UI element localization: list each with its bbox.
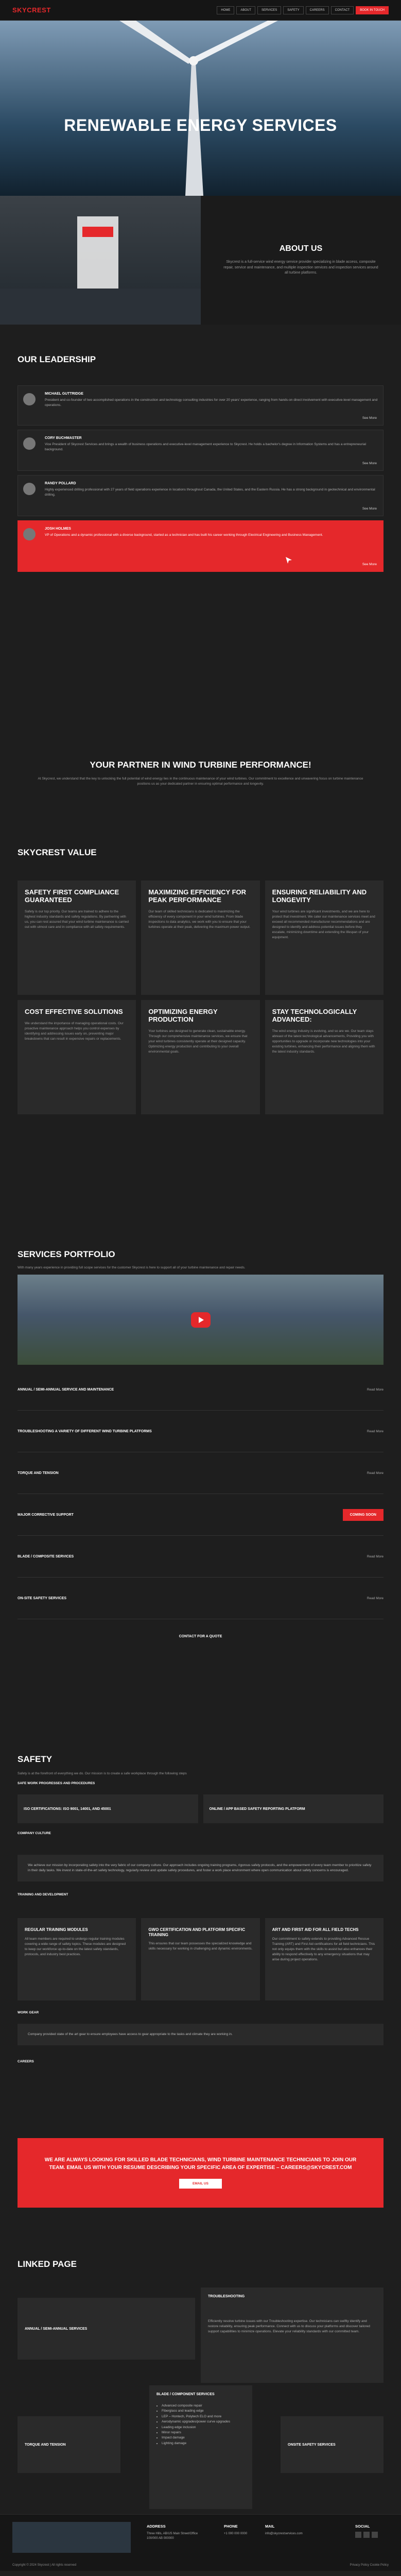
see-more-link[interactable]: See More [362,507,377,511]
linked-title: LINKED PAGE [18,2259,77,2269]
hero-banner [0,21,401,196]
value-card [265,880,383,995]
linked-card-title: ANNUAL / SEMI-ANNUAL SERVICES [25,2327,88,2331]
programs-label: SAFE WORK PROGRESSES AND PROCEDURES [18,1782,95,1785]
leader-name: CORY BUCHMASTER [45,436,82,440]
read-more-link[interactable]: Read More [367,1429,383,1433]
safety-title: SAFETY [18,1754,53,1764]
value-grid [0,880,401,1114]
read-more-link[interactable]: Read More [367,1554,383,1558]
training-card [141,1918,259,2001]
coming-soon-button[interactable]: COMING SOON [343,1509,383,1521]
gear-text: Company provided state of the art gear to ensure employees have access to gear appropriate to the tasks and climate they are working in. [18,2024,383,2045]
value-card [18,1000,136,1114]
list-item: • Aerodynamic upgrades/power curve upgrades [162,2419,230,2425]
read-more-link[interactable]: Read More [367,1471,383,1475]
training-card-title: ART AND FIRST AID FOR ALL FIELD TECHS [272,1927,359,1933]
safety-section [0,1754,401,2063]
services-section [0,1249,401,1638]
footer-value: Three Hills, AB/US Main Street/Office 100/000 AB 000000 [147,2532,198,2540]
value-card [141,880,259,995]
value-card-text: Your wind turbines are significant investments, and we are here to protect that investment. We cater our maintenance services meet and exceed all recommended manufacturer recommendations and are designed to identify and address potential issues before they escalate, minimizing downtime and extending the lifespan of your equipment. [272,909,375,940]
about-section [0,196,401,325]
about-text: Skycrest is a full-service wind energy service provider specializing in blade access, composite repair, service and maintenance, and multiple inspection services and inspection services around all turbine platforms. [223,260,378,275]
top-nav [0,0,401,21]
nav-item-services[interactable]: SERVICES [257,6,281,14]
nav-item-home[interactable]: HOME [217,6,234,14]
value-card-title: MAXIMIZING EFFICIENCY FOR PEAK PERFORMANCE [148,888,247,904]
service-row[interactable] [18,1578,383,1619]
footer-label: ADDRESS [147,2524,166,2529]
footer-label: PHONE [224,2524,238,2529]
leader-name: JOSH HOLMES [45,527,71,531]
services-intro: With many years experience in providing full scope services for the customer Skycrest is here to support all of your turbine maintenance and repair needs. [18,1266,246,1269]
value-card-text: Our team of skilled technicians is dedicated to maximizing the efficiency of every component in your wind turbines. From blade inspections to data analytics, we work with you to ensure that your turbines operate at their peak, delivering the maximum power output. [148,909,251,929]
value-card [265,1000,383,1114]
avatar [23,437,36,450]
facebook-icon[interactable] [355,2532,361,2538]
copyright: Copyright © 2024 Skycrest | All rights reserved [12,2564,77,2567]
culture-text: We achieve our mission by incorporating safety into the very fabric of our company culture. Our approach includes ongoing training programs, rigorous safety protocols, and the empowerment of every team member to prioritize safety in their daily tasks. We invest in state-of-the-art safety technology, regularly review and update safety procedures, and foster a work place environment where open communication about safety concerns is encouraged. [18,1855,383,1882]
leader-bio: VP of Operations and a dynamic professional with a diverse background, started as a technician and has built his career working through Electrical Engineering and Business Management. [45,533,323,537]
linked-section [0,2259,401,2269]
gear-label: WORK GEAR [18,2011,39,2015]
service-title: ANNUAL / SEMI-ANNUAL SERVICE AND MAINTENANCE [18,1387,114,1392]
partner-section [0,760,401,787]
footer [0,2514,401,2571]
hero-title: RENEWABLE ENERGY SERVICES [64,116,337,134]
about-text-block [201,196,401,325]
program-box: ISO CERTIFICATIONS: ISO 9001, 14001, AND 45001 [18,1794,198,1823]
footer-label: SOCIAL [355,2524,370,2529]
legal-links[interactable]: Privacy Policy Cookie Policy [350,2564,389,2567]
see-more-link[interactable]: See More [362,462,377,465]
value-card [18,880,136,995]
nav-item-contact[interactable]: CONTACT [331,6,354,14]
partner-title: YOUR PARTNER IN WIND TURBINE PERFORMANCE! [90,760,311,770]
leader-name: RANDY POLLARD [45,482,76,485]
value-card-text: We understand the importance of managing operational costs. Our proactive maintenance approach helps you control expenses by identifying and addressing issues early on, preventing major breakdowns that can result in expensive repairs or replacements. [25,1021,124,1041]
value-card-title: COST EFFECTIVE SOLUTIONS [25,1008,123,1015]
program-box: ONLINE / APP BASED SAFETY REPORTING PLATFORM [203,1794,384,1823]
footer-phone [224,2524,247,2536]
about-title: ABOUT US [279,244,323,253]
training-card-text: Our commitment to safety extends to providing Advanced Rescue Training (ART) and First Aid certifications for all field technicians. This not only equips them with the skills to assist but also enhances their ability to respond effectively to any emergency situations that may arise during project operations. [272,1937,375,1961]
value-title: SKYCREST VALUE [18,848,97,857]
linked-card-title: TORQUE AND TENSION [25,2443,66,2447]
list-item: • LEP – Hontech, Polytech ELO and more [162,2414,230,2419]
service-row[interactable] [18,1494,383,1536]
value-section [0,848,401,1114]
service-row[interactable] [18,1452,383,1494]
value-card-title: OPTIMIZING ENERGY PRODUCTION [148,1008,218,1023]
contact-quote-link[interactable]: CONTACT FOR A QUOTE [179,1635,222,1638]
footer-social [355,2524,378,2538]
linkedin-icon[interactable] [363,2532,370,2538]
value-card-text: Safety is our top priority. Our teams are trained to adhere to the highest industry standards and safety regulations. By partnering with us, you can rest assured that your wind turbine maintenance is carried out with utmost care and in compliance with all safety requirements. [25,909,129,929]
leadership-title: OUR LEADERSHIP [18,354,96,364]
service-row[interactable] [18,1411,383,1452]
list-item: • Advanced composite repair [162,2403,230,2409]
cursor-icon [286,557,293,564]
services-video[interactable] [18,1275,383,1365]
leader-bio: Vice President of Skycrest Services and brings a wealth of business operations and executive-level management experience to Skycrest. He holds a bachelor's degree in Information Systems and has a entrepreneurial background. [45,443,367,451]
training-label: TRAINING AND DEVELOPMENT [18,1893,68,1897]
careers-text: WE ARE ALWAYS LOOKING FOR SKILLED BLADE TECHNICIANS, WIND TURBINE MAINTENANCE TECHNICIANS TO JOIN OUR TEAM. EMAIL US WITH YOUR RESUME DESCRIBING YOUR SPECIFIC AREA OF EXPERTISE – CAREERS@SKYCREST.COM [44,2157,357,2171]
see-more-link[interactable]: See More [362,563,377,566]
nav-menu [217,6,389,14]
footer-value[interactable]: info@skycrestservices.com [265,2532,303,2535]
value-card-text: The wind energy industry is evolving, and so are we. Our team stays abreast of the latest technological advancements, Providing you with opportunities to upgrade or incorporate new technologies into your existing turbines, enhancing their performance and aligning them with the latest industry standards. [272,1029,375,1054]
value-card-title: ENSURING RELIABILITY AND LONGEVITY [272,888,367,904]
training-card-title: GWO CERTIFICATION AND PLATFORM SPECIFIC TRAINING [148,1927,246,1937]
service-title: BLADE / COMPOSITE SERVICES [18,1554,74,1558]
leader-bio: Highly experienced drilling professional with 27 years of field operations experience in locations throughout Canada, the United States, and the Eastern Russia. He has a strong background in geotechnical and environmental drilling. [45,488,375,497]
service-row[interactable] [18,1369,383,1411]
nav-cta-button[interactable]: BOOK IN TOUCH [356,6,389,14]
list-item: • Leading edge inclusion [162,2425,230,2430]
careers-banner-wrap [0,2138,401,2208]
culture-label: COMPANY CULTURE [18,1832,51,1835]
email-us-button[interactable]: EMAIL US [179,2179,222,2189]
about-photo [0,196,201,325]
list-item: • Lighting damage [162,2441,230,2446]
service-title: TROUBLESHOOTING A VARIETY OF DIFFERENT WIND TURBINE PLATFORMS [18,1429,152,1433]
footer-label: MAIL [265,2524,275,2529]
instagram-icon[interactable] [372,2532,378,2538]
training-card [265,1918,383,2001]
nav-item-safety[interactable]: SAFETY [283,6,303,14]
training-card-title: REGULAR TRAINING MODULES [25,1927,88,1933]
service-title: MAJOR CORRECTIVE SUPPORT [18,1513,74,1517]
linked-card-troubleshooting[interactable] [201,2287,383,2383]
wind-turbine-illustration [0,21,401,196]
nav-item-about[interactable]: ABOUT [236,6,255,14]
avatar [23,393,36,405]
value-card-title: SAFETY FIRST COMPLIANCE GUARANTEED [25,888,119,904]
footer-map[interactable] [12,2522,131,2553]
play-icon[interactable] [191,1312,211,1328]
leader-card [18,475,383,516]
linked-card-annual[interactable] [18,2298,195,2360]
leader-name: MICHAEL GUTTRIDGE [45,392,83,396]
footer-mail [265,2524,303,2536]
service-row[interactable] [18,1536,383,1578]
leader-card [18,430,383,471]
safety-intro: Safety is at the forefront of everything we do. Our mission is to create a safe workplace through the following steps [18,1772,187,1775]
avatar [23,528,36,540]
value-card-title: STAY TECHNOLOGICALLY ADVANCED: [272,1008,357,1023]
training-card-text: This ensures that our team possesses the specialized knowledge and skills necessary for working in challenging and dynamic environments. [148,1942,253,1951]
leader-bio: President and co-founder of two accomplished operations in the construction and technology consulting industries for over 20 years' experience, ranging from hands-on direct involvement with executive-level management and operations. [45,398,378,407]
careers-label: CAREERS [18,2060,34,2064]
careers-banner [18,2138,383,2208]
footer-value[interactable]: +1 000 000 0000 [224,2532,248,2535]
leader-card [18,385,383,426]
linked-card-onsite[interactable] [281,2416,383,2473]
leader-card-highlighted [18,520,383,572]
read-more-link[interactable]: Read More [367,1387,383,1392]
value-card-text: Your turbines are designed to generate clean, sustainable energy. Through our comprehensive maintenance services, we ensure that your wind turbines consistently operate at their designed capacity. Optimizing energy production and contributing to your overall environmental goals. [148,1029,248,1054]
training-card [18,1918,136,2001]
partner-text: At Skycrest, we understand that the key to unlocking the full potential of wind energy lies in the continuous maintenance of your wind turbines. Our commitment to excellence and unwavering focus on turbine maintenance positions us as your dedicated partner in ensuring optimal performance and longevity. [38,777,363,786]
footer-address [147,2524,203,2541]
nav-item-careers[interactable]: CAREERS [306,6,329,14]
list-item: • Fiberglass and leading edge [162,2409,230,2414]
list-item: • Minor repairs [162,2430,230,2435]
linked-card-title: BLADE / COMPONENT SERVICES [156,2393,215,2396]
linked-card-title: ONSITE SAFETY SERVICES [288,2443,336,2447]
value-card [141,1000,259,1114]
site-logo[interactable]: SKYCREST [12,6,51,14]
training-card-text: All team members are required to undergo regular training modules covering a wide range of safety topics. These modules are designed to keep our workforce up-to-date on the latest safety standards, protocols, and industry best practices. [25,1937,126,1956]
linked-card-blade[interactable] [149,2385,252,2509]
linked-card-text: Efficiently resolve turbine issues with our Troubleshooting expertise. Our technicians can swiftly identify and restore reliability, ensuring peak performance. Connect with us to discuss your platforms and discover tailored support capabilities to minimize operations. Elevate your reliability standards with our committed team. [208,2319,370,2334]
blade-services-list [156,2403,230,2446]
avatar [23,483,36,495]
list-item: • Impact damage [162,2435,230,2441]
see-more-link[interactable]: See More [362,416,377,420]
linked-card-torque[interactable] [18,2416,120,2473]
leadership-section [0,330,401,576]
read-more-link[interactable]: Read More [367,1596,383,1600]
linked-card-title: TROUBLESHOOTING [208,2295,245,2298]
service-title: ON-SITE SAFETY SERVICES [18,1596,67,1600]
service-title: TORQUE AND TENSION [18,1471,59,1475]
services-title: SERVICES PORTFOLIO [18,1249,115,1259]
